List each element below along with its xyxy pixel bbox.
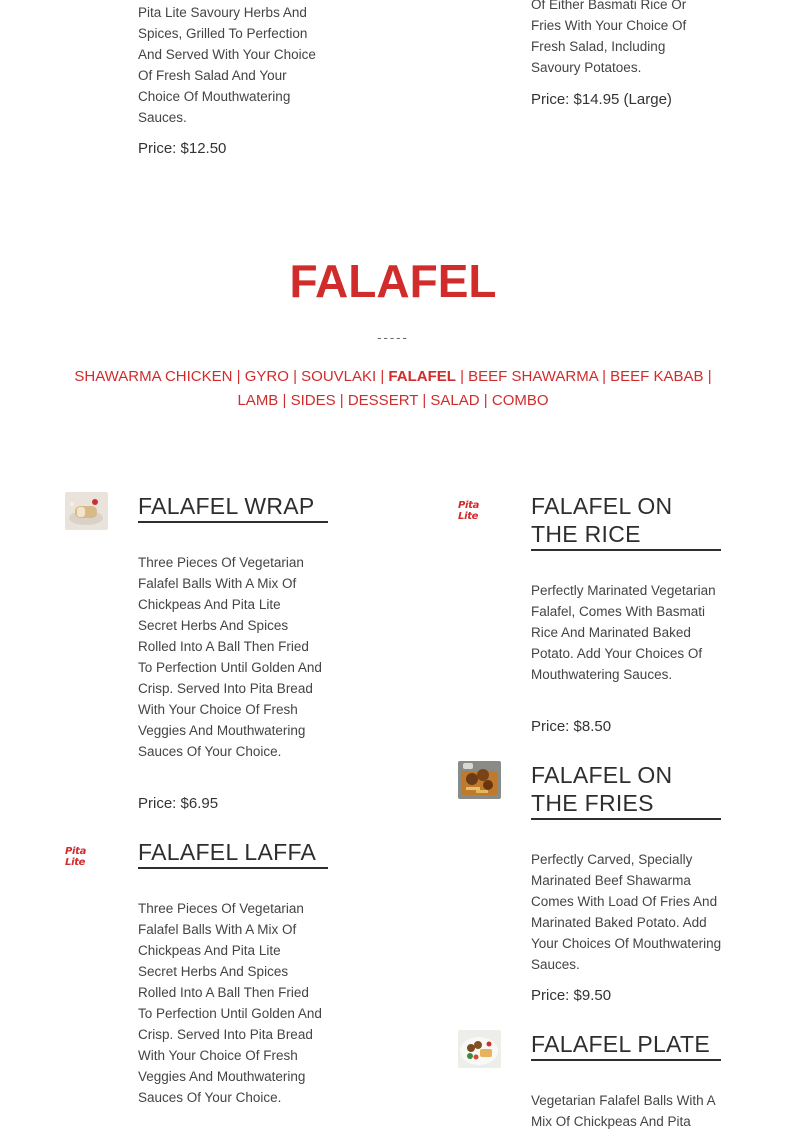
nav-link-shawarma-chicken[interactable]: SHAWARMA CHICKEN [74, 368, 233, 385]
previous-item-price: Price: $12.50 [138, 140, 227, 157]
previous-item-description: Pita Lite Savoury Herbs And Spices, Grilled To Perfection And Served With Your Choice Of Fresh Salad And Your Choice Of Mouthwatering Sauces. [138, 5, 316, 125]
falafel-fries-price: Price: $9.50 [531, 987, 612, 1004]
falafel-wrap-title: FALAFEL WRAP [138, 492, 328, 523]
nav-separator: | [707, 368, 712, 385]
title-divider: ----- [377, 330, 409, 345]
nav-link-beef-shawarma[interactable]: BEEF SHAWARMA [468, 368, 598, 385]
nav-separator: | [293, 368, 297, 385]
falafel-wrap-image[interactable] [65, 492, 108, 530]
nav-link-falafel[interactable]: FALAFEL [388, 368, 456, 385]
falafel-rice-title: FALAFEL ON THE RICE [531, 492, 721, 551]
falafel-rice-description: Perfectly Marinated Vegetarian Falafel, Comes With Basmati Rice And Marinated Baked Potato. Add Your Choices Of Mouthwatering Sauces. [531, 583, 716, 682]
falafel-wrap-description: Three Pieces Of Vegetarian Falafel Balls With A Mix Of Chickpeas And Pita Lite Secret Herbs And Spices Rolled Into A Ball Then Fried To Perfection Until Golden And Crisp. Served Into Pita Bread With Your Choice Of Fresh Veggies And Mouthwatering Sauces Of Your Choice. [138, 555, 322, 759]
nav-link-gyro[interactable]: GYRO [244, 368, 289, 385]
pita-lite-logo: Pita Lite [65, 846, 87, 868]
pita-lite-logo: Pita Lite [458, 500, 480, 522]
nav-link-sides[interactable]: SIDES [290, 392, 336, 409]
falafel-plate-title: FALAFEL PLATE [531, 1030, 721, 1061]
falafel-laffa-title: FALAFEL LAFFA [138, 838, 328, 869]
nav-separator: | [380, 368, 385, 385]
falafel-fries-description: Perfectly Carved, Specially Marinated Beef Shawarma Comes With Load Of Fries And Marinated Baked Potato. Add Your Choices Of Mouthwatering Sauces. [531, 852, 722, 972]
nav-link-lamb[interactable]: LAMB [237, 392, 279, 409]
falafel-fries-title: FALAFEL ON THE FRIES [531, 761, 721, 820]
falafel-rice-price: Price: $8.50 [531, 718, 612, 735]
category-nav [58, 365, 728, 413]
nav-separator: | [236, 368, 241, 385]
nav-link-dessert[interactable]: DESSERT [347, 392, 419, 409]
nav-link-salad[interactable]: SALAD [430, 392, 480, 409]
nav-separator: | [460, 368, 464, 385]
nav-link-beef-kabab[interactable]: BEEF KABAB [610, 368, 704, 385]
falafel-plate-description: Vegetarian Falafel Balls With A Mix Of Chickpeas And Pita [531, 1093, 715, 1129]
falafel-fries-image[interactable] [458, 761, 501, 799]
nav-separator: | [422, 392, 427, 409]
previous-item-description-right: Of Either Basmati Rice Or Fries With Your Choice Of Fresh Salad, Including Savoury Potatoes. [531, 0, 687, 75]
nav-separator: | [339, 392, 344, 409]
previous-item-price-right: Price: $14.95 (Large) [531, 91, 672, 108]
nav-link-souvlaki[interactable]: SOUVLAKI [301, 368, 377, 385]
nav-separator: | [602, 368, 606, 385]
nav-separator: | [483, 392, 488, 409]
falafel-laffa-description: Three Pieces Of Vegetarian Falafel Balls With A Mix Of Chickpeas And Pita Lite Secret Herbs And Spices Rolled Into A Ball Then Fried To Perfection Until Golden And Crisp. Served Into Pita Bread With Your Choice Of Fresh Veggies And Mouthwatering Sauces Of Your Choice. [138, 901, 322, 1105]
falafel-plate-image[interactable] [458, 1030, 501, 1068]
section-title: FALAFEL [289, 255, 497, 307]
nav-separator: | [282, 392, 287, 409]
nav-link-combo[interactable]: COMBO [491, 392, 549, 409]
falafel-wrap-price: Price: $6.95 [138, 795, 219, 812]
